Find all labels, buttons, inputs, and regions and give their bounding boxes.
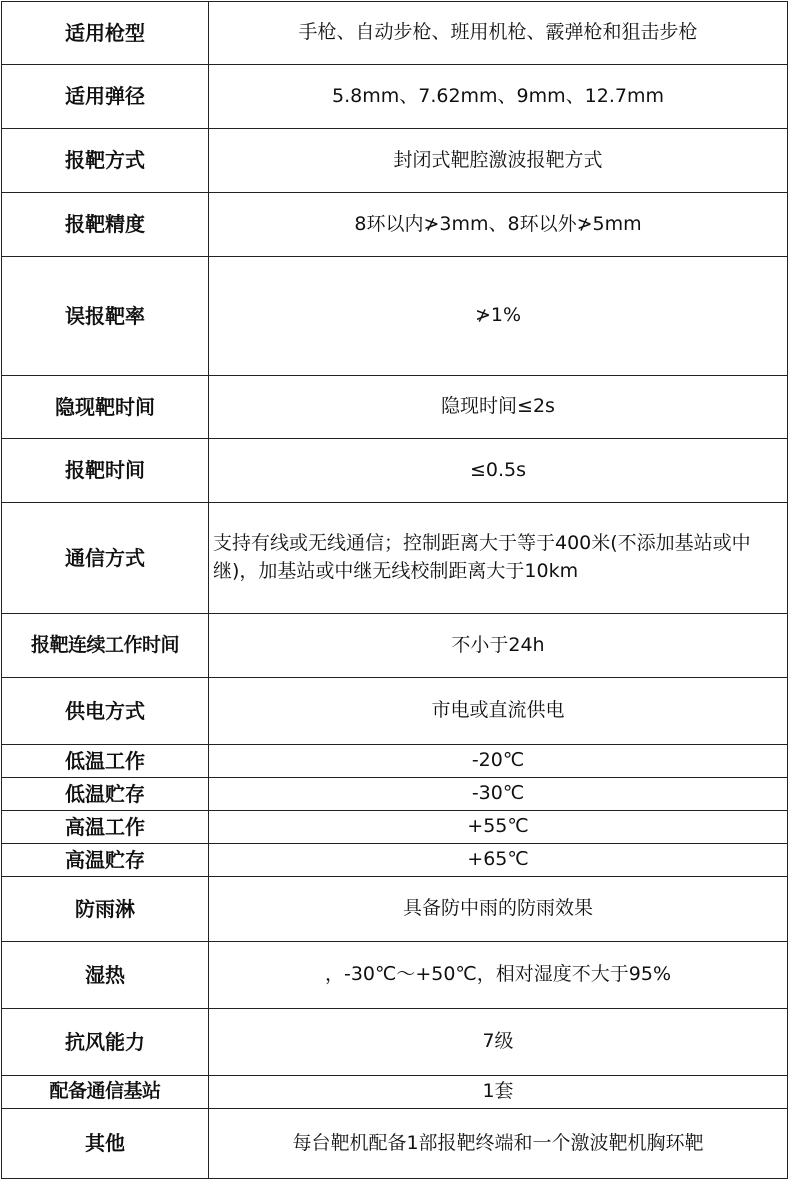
row-label: 报靶时间	[2, 439, 209, 503]
table-row	[2, 2, 788, 65]
row-value: 8环以内≯3mm、8环以外≯5mm	[209, 193, 788, 257]
row-value: -20℃	[209, 745, 788, 778]
table-row	[2, 678, 788, 745]
row-label: 配备通信基站	[2, 1076, 209, 1109]
row-value: +65℃	[209, 844, 788, 877]
row-label: 报靶方式	[2, 129, 209, 193]
row-label: 隐现靶时间	[2, 376, 209, 439]
row-label: 报靶精度	[2, 193, 209, 257]
table-row	[2, 1009, 788, 1076]
row-value: ，-30℃～+50℃，相对湿度不大于95%	[209, 942, 788, 1009]
table-row	[2, 503, 788, 614]
row-label: 适用枪型	[2, 2, 209, 65]
row-value: ≤0.5s	[209, 439, 788, 503]
row-value: 隐现时间≤2s	[209, 376, 788, 439]
row-value: 5.8mm、7.62mm、9mm、12.7mm	[209, 65, 788, 129]
table-row	[2, 1109, 788, 1179]
table-row	[2, 257, 788, 376]
table-row	[2, 844, 788, 877]
row-label: 适用弹径	[2, 65, 209, 129]
row-value: 封闭式靶腔激波报靶方式	[209, 129, 788, 193]
row-value: 每台靶机配备1部报靶终端和一个激波靶机胸环靶	[209, 1109, 788, 1179]
table-row	[2, 877, 788, 942]
table-row	[2, 129, 788, 193]
spec-table	[1, 1, 788, 1179]
row-label: 其他	[2, 1109, 209, 1179]
row-value: 市电或直流供电	[209, 678, 788, 745]
row-value: 支持有线或无线通信；控制距离大于等于400米(不添加基站或中继)，加基站或中继无线校制距离大于10km	[209, 503, 788, 614]
row-label: 高温贮存	[2, 844, 209, 877]
row-value: 不小于24h	[209, 614, 788, 678]
table-row	[2, 745, 788, 778]
row-label: 湿热	[2, 942, 209, 1009]
row-label: 通信方式	[2, 503, 209, 614]
row-label: 低温贮存	[2, 778, 209, 811]
row-label: 误报靶率	[2, 257, 209, 376]
row-value: 1套	[209, 1076, 788, 1109]
row-label: 低温工作	[2, 745, 209, 778]
table-row	[2, 65, 788, 129]
row-value: +55℃	[209, 811, 788, 844]
row-value: ≯1%	[209, 257, 788, 376]
table-row	[2, 614, 788, 678]
table-row	[2, 778, 788, 811]
row-value: 手枪、自动步枪、班用机枪、霰弹枪和狙击步枪	[209, 2, 788, 65]
row-label: 抗风能力	[2, 1009, 209, 1076]
row-value: 7级	[209, 1009, 788, 1076]
row-value: 具备防中雨的防雨效果	[209, 877, 788, 942]
row-label: 报靶连续工作时间	[2, 614, 209, 678]
table-row	[2, 193, 788, 257]
table-row	[2, 376, 788, 439]
row-value: -30℃	[209, 778, 788, 811]
table-row	[2, 439, 788, 503]
row-label: 高温工作	[2, 811, 209, 844]
row-label: 供电方式	[2, 678, 209, 745]
table-row	[2, 811, 788, 844]
table-row	[2, 942, 788, 1009]
row-label: 防雨淋	[2, 877, 209, 942]
table-row	[2, 1076, 788, 1109]
